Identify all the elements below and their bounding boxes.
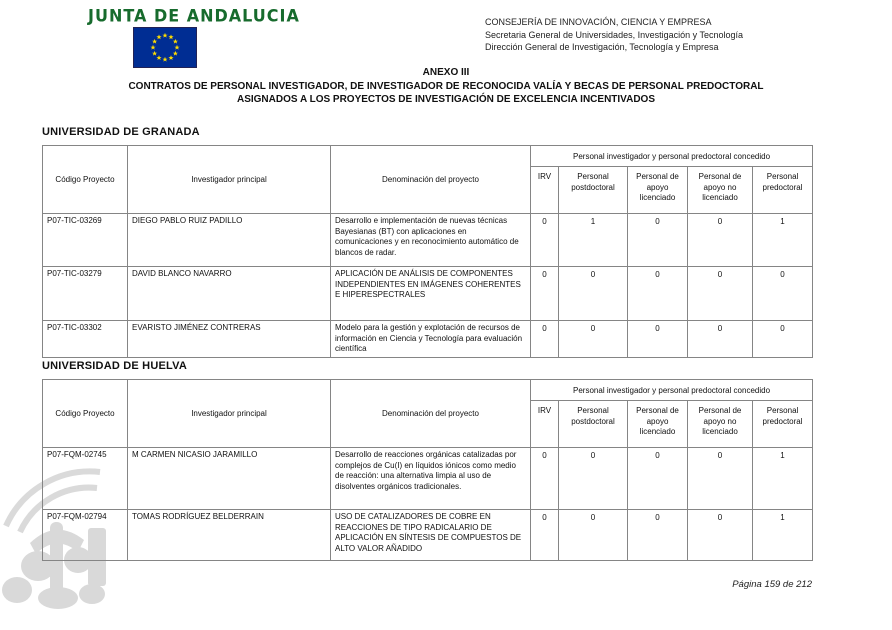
cell-codigo: P07-FQM-02745 <box>43 448 128 510</box>
col-header-apoyo-no-licenciado: Personal de apoyo no licenciado <box>688 401 753 448</box>
title-line2: CONTRATOS DE PERSONAL INVESTIGADOR, DE INVESTIGADOR DE RECONOCIDA VALÍA Y BECAS DE PERSONAL PREDOCTORAL <box>128 80 764 92</box>
col-header-personal-postdoctoral: Personal postdoctoral <box>559 401 628 448</box>
cell-codigo: P07-TIC-03279 <box>43 267 128 321</box>
cell-irv: 0 <box>531 448 559 510</box>
table-row <box>43 214 813 267</box>
col-header-personal-postdoctoral: Personal postdoctoral <box>559 167 628 214</box>
junta-de-andalucia-logo: JUNTA DE ANDALUCIA <box>88 5 300 26</box>
org-line-consejeria: CONSEJERÍA DE INNOVACIÓN, CIENCIA Y EMPRESA <box>485 17 712 27</box>
page-number-label: Página 159 de 212 <box>732 579 812 590</box>
org-line-secretaria: Secretaria General de Universidades, Investigación y Tecnología <box>485 29 743 40</box>
cell-apoyo-no-licenciado: 0 <box>688 510 753 561</box>
huelva-table <box>42 379 813 561</box>
col-header-personal-predoctoral: Personal predoctoral <box>753 167 813 214</box>
table-row <box>43 321 813 358</box>
col-header-irv: IRV <box>531 167 559 214</box>
cell-irv: 0 <box>531 267 559 321</box>
col-header-apoyo-no-licenciado: Personal de apoyo no licenciado <box>688 167 753 214</box>
org-line-direccion: Dirección General de Investigación, Tecnología y Empresa <box>485 42 719 52</box>
eu-flag-icon <box>133 27 197 68</box>
cell-codigo: P07-FQM-02794 <box>43 510 128 561</box>
cell-postdoctoral: 0 <box>559 510 628 561</box>
university-heading-huelva: UNIVERSIDAD DE HUELVA <box>42 360 187 372</box>
cell-irv: 0 <box>531 214 559 267</box>
col-header-apoyo-licenciado: Personal de apoyo licenciado <box>628 167 688 214</box>
university-heading-granada: UNIVERSIDAD DE GRANADA <box>42 126 200 138</box>
cell-apoyo-licenciado: 0 <box>628 448 688 510</box>
cell-proyecto: APLICACIÓN DE ANÁLISIS DE COMPONENTES INDEPENDIENTES EN IMÁGENES COHERENTES E HIPERESPECTRALES <box>331 267 531 321</box>
section-universidad-de-huelva <box>42 360 813 561</box>
col-header-investigador-principal: Investigador principal <box>128 380 331 448</box>
table-row <box>43 510 813 561</box>
cell-irv: 0 <box>531 321 559 358</box>
col-header-denominacion-proyecto: Denominación del proyecto <box>331 146 531 214</box>
cell-proyecto: Modelo para la gestión y explotación de recursos de información en Ciencia y Tecnología para evaluación científica <box>331 321 531 358</box>
col-header-codigo-proyecto: Código Proyecto <box>43 146 128 214</box>
cell-apoyo-licenciado: 0 <box>628 214 688 267</box>
granada-table <box>42 145 813 358</box>
cell-predoctoral: 1 <box>753 214 813 267</box>
cell-postdoctoral: 0 <box>559 448 628 510</box>
cell-apoyo-no-licenciado: 0 <box>688 267 753 321</box>
cell-proyecto: Desarrollo de reacciones orgánicas catalizadas por complejos de Cu(I) en líquidos iónicos como medio de reacción: una alternativa limpia al uso de disolventes orgánicos tradicionales. <box>331 448 531 510</box>
col-header-codigo-proyecto: Código Proyecto <box>43 380 128 448</box>
title-line3: ASIGNADOS A LOS PROYECTOS DE INVESTIGACIÓN DE EXCELENCIA INCENTIVADOS <box>236 94 655 105</box>
cell-investigador: EVARISTO JIMÉNEZ CONTRERAS <box>128 321 331 358</box>
cell-apoyo-licenciado: 0 <box>628 267 688 321</box>
document-title <box>0 66 892 107</box>
cell-irv: 0 <box>531 510 559 561</box>
cell-predoctoral: 1 <box>753 510 813 561</box>
cell-proyecto: USO DE CATALIZADORES DE COBRE EN REACCIONES DE TIPO RADICALARIO DE APLICACIÓN EN SÍNTESIS DE COMPUESTOS DE ALTO VALOR AÑADIDO <box>331 510 531 561</box>
cell-postdoctoral: 0 <box>559 321 628 358</box>
cell-investigador: DAVID BLANCO NAVARRO <box>128 267 331 321</box>
col-header-personal-predoctoral: Personal predoctoral <box>753 401 813 448</box>
cell-apoyo-licenciado: 0 <box>628 321 688 358</box>
col-header-denominacion-proyecto: Denominación del proyecto <box>331 380 531 448</box>
cell-postdoctoral: 1 <box>559 214 628 267</box>
cell-apoyo-no-licenciado: 0 <box>688 448 753 510</box>
cell-investigador: DIEGO PABLO RUIZ PADILLO <box>128 214 331 267</box>
cell-postdoctoral: 0 <box>559 267 628 321</box>
cell-investigador: M CARMEN NICASIO JARAMILLO <box>128 448 331 510</box>
cell-predoctoral: 1 <box>753 448 813 510</box>
col-header-apoyo-licenciado: Personal de apoyo licenciado <box>628 401 688 448</box>
cell-investigador: TOMAS RODRÍGUEZ BELDERRAIN <box>128 510 331 561</box>
cell-predoctoral: 0 <box>753 321 813 358</box>
organization-block <box>485 16 875 54</box>
group-header-personal-concedido: Personal investigador y personal predoctoral concedido <box>531 146 813 167</box>
cell-apoyo-no-licenciado: 0 <box>688 321 753 358</box>
group-header-personal-concedido: Personal investigador y personal predoctoral concedido <box>531 380 813 401</box>
col-header-investigador-principal: Investigador principal <box>128 146 331 214</box>
table-row <box>43 448 813 510</box>
cell-codigo: P07-TIC-03269 <box>43 214 128 267</box>
section-universidad-de-granada <box>42 126 813 358</box>
title-anexo: ANEXO III <box>422 67 470 78</box>
cell-proyecto: Desarrollo e implementación de nuevas técnicas Bayesianas (BT) con aplicaciones en comunicaciones y en reconocimiento automático de blancos de radar. <box>331 214 531 267</box>
cell-codigo: P07-TIC-03302 <box>43 321 128 358</box>
col-header-irv: IRV <box>531 401 559 448</box>
cell-apoyo-no-licenciado: 0 <box>688 214 753 267</box>
table-row <box>43 267 813 321</box>
cell-apoyo-licenciado: 0 <box>628 510 688 561</box>
cell-predoctoral: 0 <box>753 267 813 321</box>
